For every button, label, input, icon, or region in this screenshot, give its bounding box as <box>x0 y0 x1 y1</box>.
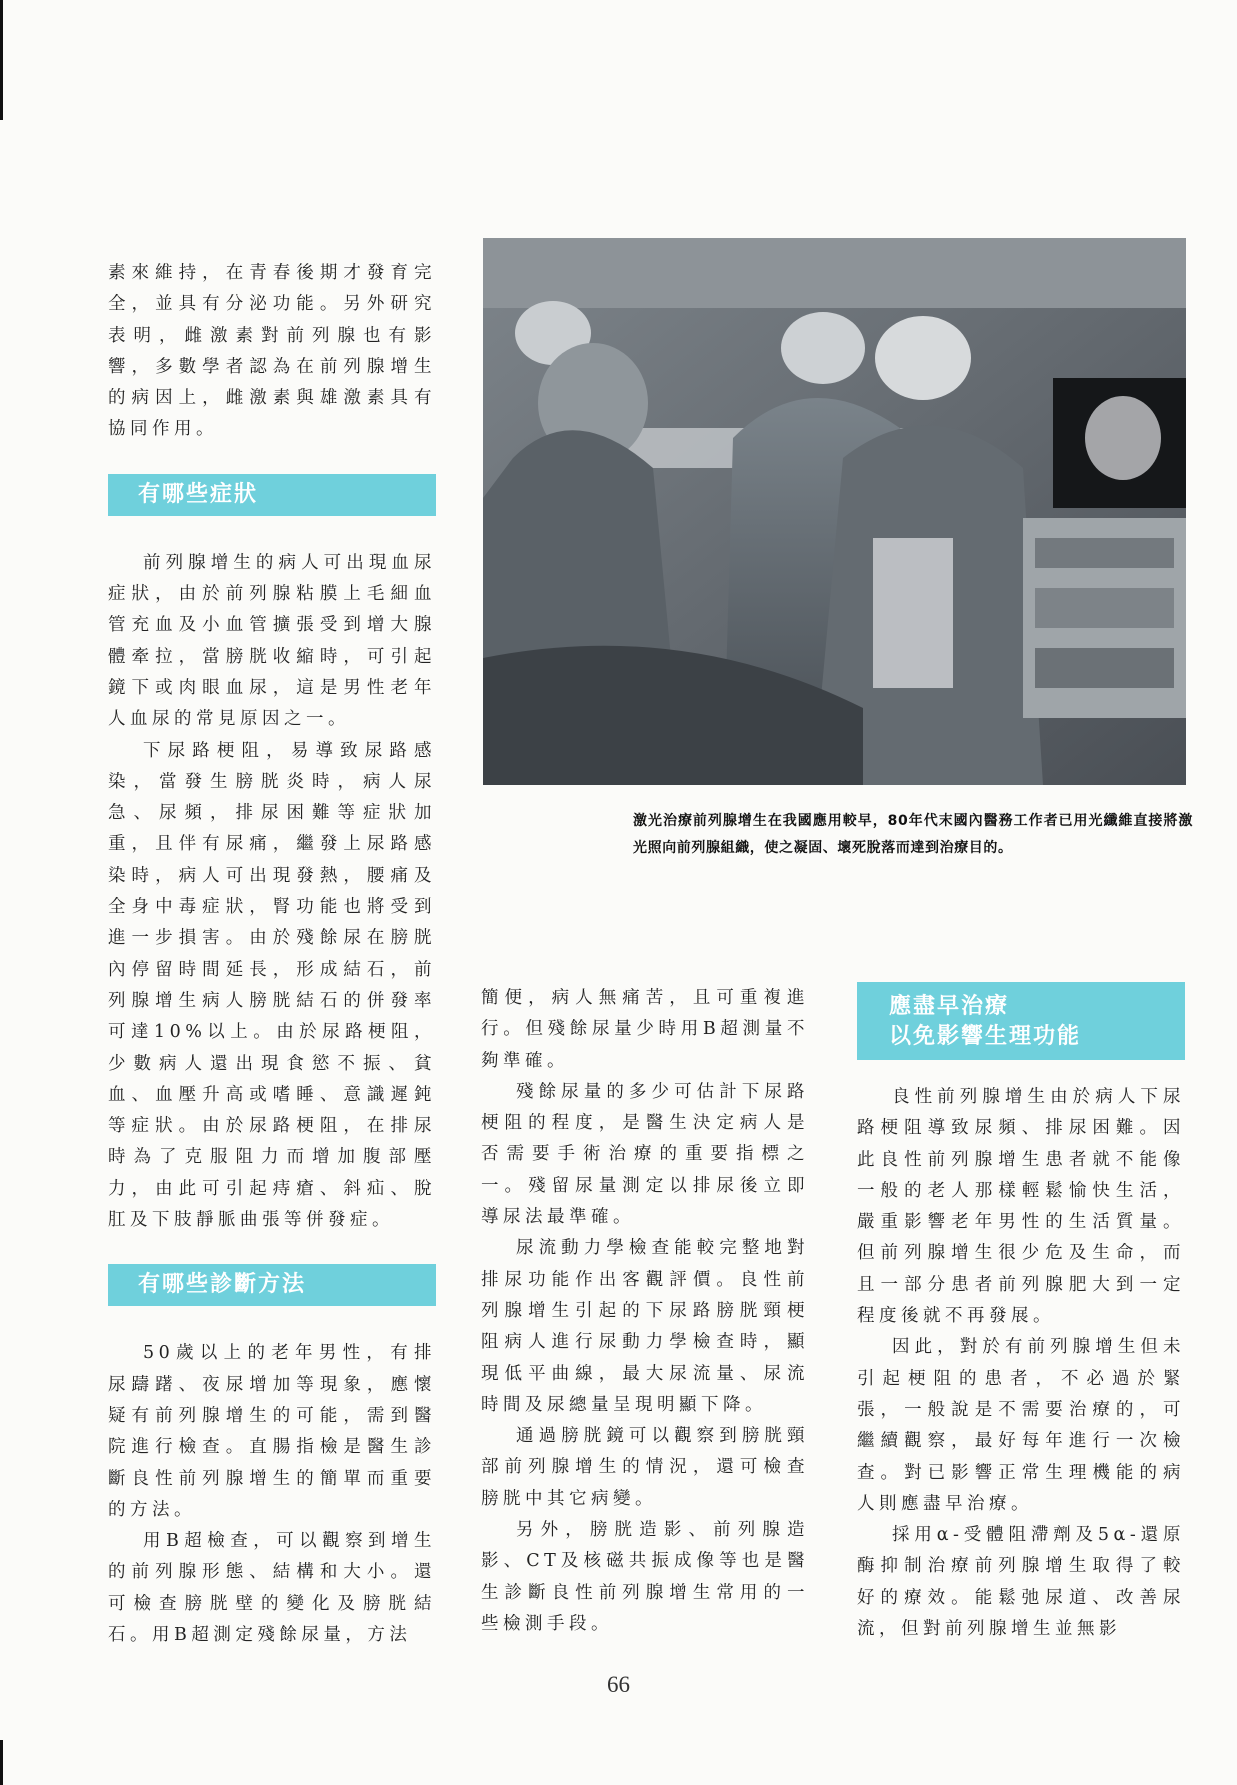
diagnosis-heading: 有哪些診斷方法 <box>108 1264 436 1306</box>
middle-paragraph-1: 簡便，病人無痛苦，且可重複進行。但殘餘尿量少時用B超測量不夠準確。 <box>481 988 809 1071</box>
middle-column <box>481 983 809 1640</box>
right-paragraph-3: 採用α-受體阻滯劑及5α-還原酶抑制治療前列腺增生取得了較好的療效。能鬆弛尿道、改善尿流，但對前列腺增生並無影 <box>857 1525 1185 1640</box>
symptoms-heading: 有哪些症狀 <box>108 474 436 516</box>
symptoms-paragraph-2: 下尿路梗阻，易導致尿路感染，當發生膀胱炎時，病人尿急、尿頻，排尿困難等症狀加重，且伴有尿痛，繼發上尿路感染時，病人可出現發熱，腰痛及全身中毒症狀，腎功能也將受到進一步損害。由於殘餘尿在膀胱內停留時間延長，形成結石，前列腺增生病人膀胱結石的併發率可達10%以上。由於尿路梗阻，少數病人還出現食慾不振、貧血、血壓升高或嗜睡、意識遲鈍等症狀。由於尿路梗阻，在排尿時為了克服阻力而增加腹部壓力，由此可引起痔瘡、斜疝、脫肛及下肢靜脈曲張等併發症。 <box>108 740 436 1231</box>
treatment-heading-line-1: 應盡早治療 <box>889 994 1010 1019</box>
page-number: 66 <box>607 1672 630 1697</box>
left-column <box>108 258 436 1651</box>
middle-paragraph-4: 通過膀胱鏡可以觀察到膀胱頸部前列腺增生的情況，還可檢查膀胱中其它病變。 <box>481 1426 809 1509</box>
diagnosis-paragraph-1: 50歲以上的老年男性，有排尿躊躇、夜尿增加等現象，應懷疑有前列腺增生的可能，需到醫院進行檢查。直腸指檢是醫生診斷良性前列腺增生的簡單而重要的方法。 <box>108 1343 436 1520</box>
scan-edge-mark-bottom <box>0 1740 3 1785</box>
treatment-heading <box>857 982 1185 1060</box>
surgery-photo-illustration <box>483 238 1186 785</box>
middle-paragraph-5: 另外，膀胱造影、前列腺造影、CT及核磁共振成像等也是醫生診斷良性前列腺增生常用的一些檢測手段。 <box>481 1520 809 1634</box>
treatment-heading-line-2: 以免影響生理功能 <box>889 1024 1082 1049</box>
photo-caption <box>633 808 1193 862</box>
photo-caption-text: 激光治療前列腺增生在我國應用較早，80年代末國內醫務工作者已用光纖維直接將激光照向前列腺組織，使之凝固、壞死脫落而達到治療目的。 <box>633 813 1193 856</box>
diagnosis-paragraph-2: 用B超檢查，可以觀察到增生的前列腺形態、結構和大小。還可檢查膀胱壁的變化及膀胱結石。用B超測定殘餘尿量，方法 <box>108 1531 436 1645</box>
right-column <box>857 982 1185 1645</box>
right-paragraph-1: 良性前列腺增生由於病人下尿路梗阻導致尿頻、排尿困難。因此良性前列腺增生患者就不能像一般的老人那樣輕鬆愉快生活，嚴重影響老年男性的生活質量。但前列腺增生很少危及生命，而且一部分患者前列腺肥大到一定程度後就不再發展。 <box>857 1087 1185 1327</box>
middle-paragraph-2: 殘餘尿量的多少可估計下尿路梗阻的程度，是醫生決定病人是否需要手術治療的重要指標之一。殘留尿量測定以排尿後立即導尿法最準確。 <box>481 1081 809 1228</box>
intro-paragraph: 素來維持，在青春後期才發育完全，並具有分泌功能。另外研究表明，雌激素對前列腺也有影響，多數學者認為在前列腺增生的病因上，雌激素與雄激素具有協同作用。 <box>108 263 436 440</box>
right-paragraph-2: 因此，對於有前列腺增生但未引起梗阻的患者，不必過於緊張，一般說是不需要治療的，可繼續觀察，最好每年進行一次檢查。對已影響正常生理機能的病人則應盡早治療。 <box>857 1337 1185 1514</box>
surgery-photo <box>483 238 1186 785</box>
middle-paragraph-3: 尿流動力學檢查能較完整地對排尿功能作出客觀評價。良性前列腺增生引起的下尿路膀胱頸梗阻病人進行尿動力學檢查時，顯現低平曲線，最大尿流量、尿流時間及尿總量呈現明顯下降。 <box>481 1238 809 1415</box>
scan-edge-mark-top <box>0 0 3 120</box>
symptoms-paragraph-1: 前列腺增生的病人可出現血尿症狀，由於前列腺粘膜上毛細血管充血及小血管擴張受到增大腺體牽拉，當膀胱收縮時，可引起鏡下或肉眼血尿，這是男性老年人血尿的常見原因之一。 <box>108 552 436 730</box>
